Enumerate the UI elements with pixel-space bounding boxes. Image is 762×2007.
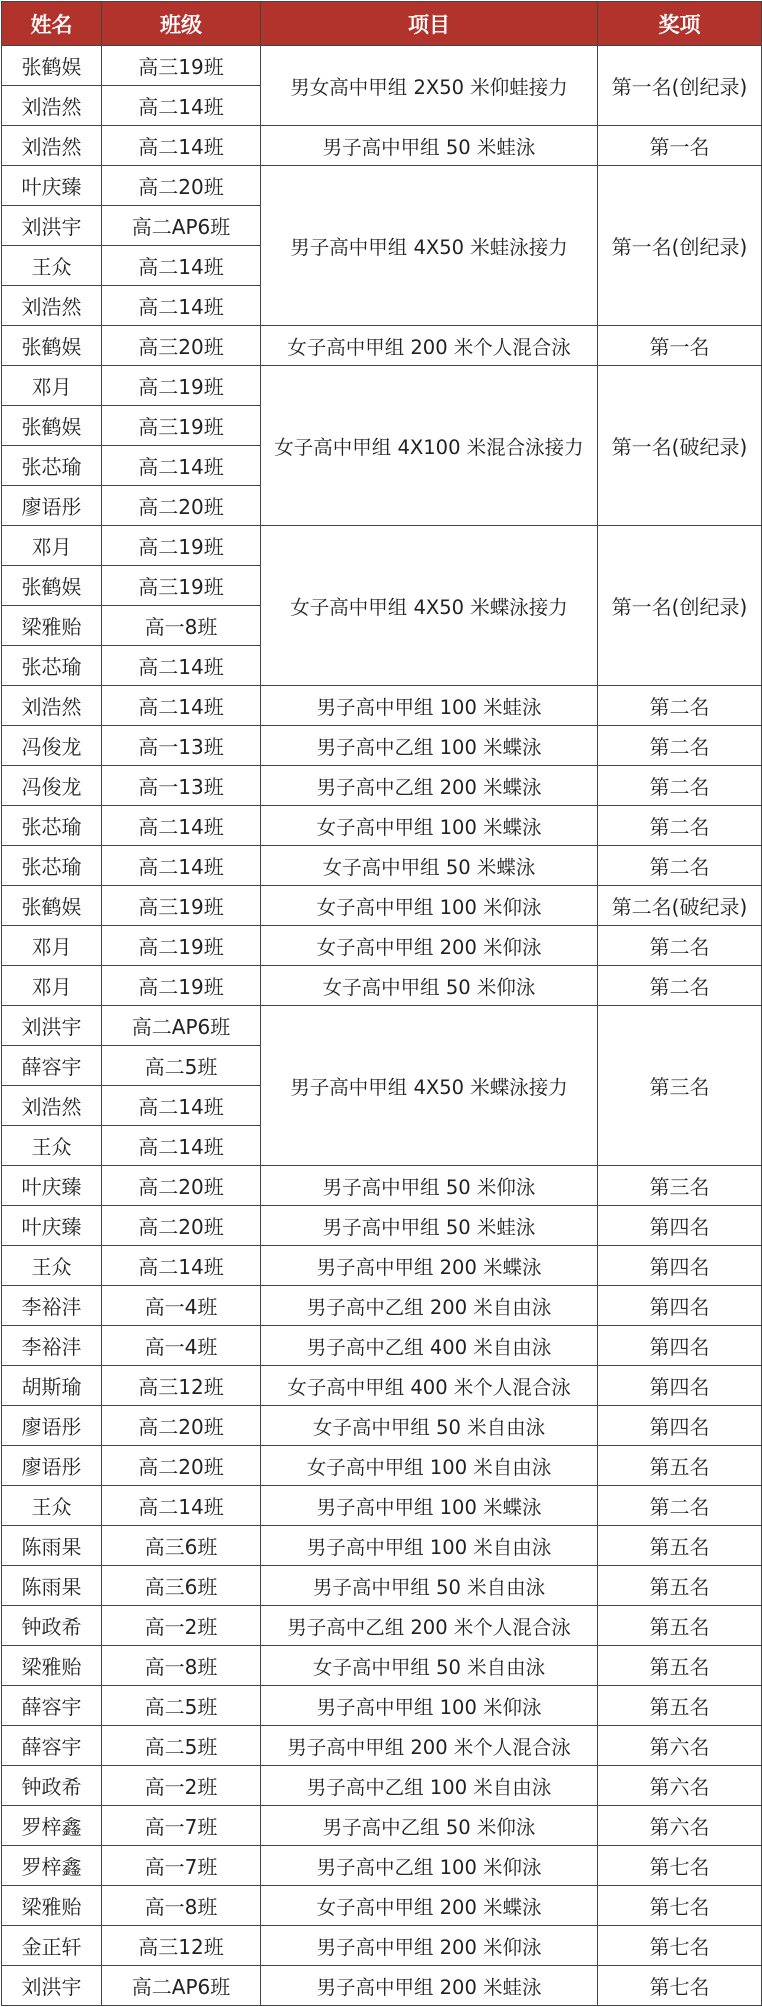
table-row [2, 1966, 762, 2006]
event-cell: 男子高中甲组 200 米蛙泳 [261, 1966, 598, 2006]
event-cell: 男子高中乙组 100 米自由泳 [261, 1766, 598, 1806]
athlete-class: 高三12班 [102, 1926, 261, 1966]
athlete-class: 高二AP6班 [102, 206, 261, 246]
award-cell: 第五名 [598, 1566, 762, 1606]
event-cell: 女子高中甲组 400 米个人混合泳 [261, 1366, 598, 1406]
athlete-name: 张鹤娱 [2, 886, 102, 926]
event-cell: 男子高中乙组 200 米蝶泳 [261, 766, 598, 806]
athlete-name: 薛容宇 [2, 1046, 102, 1086]
athlete-class: 高三6班 [102, 1526, 261, 1566]
event-cell: 女子高中甲组 4X50 米蝶泳接力 [261, 526, 598, 686]
event-cell: 女子高中甲组 50 米自由泳 [261, 1406, 598, 1446]
athlete-name: 王众 [2, 1246, 102, 1286]
athlete-class: 高二19班 [102, 926, 261, 966]
athlete-name: 叶庆臻 [2, 1206, 102, 1246]
award-cell: 第五名 [598, 1646, 762, 1686]
event-cell: 男子高中甲组 50 米蛙泳 [261, 126, 598, 166]
event-cell: 男子高中乙组 200 米自由泳 [261, 1286, 598, 1326]
table-row [2, 1686, 762, 1726]
athlete-class: 高二14班 [102, 846, 261, 886]
athlete-name: 钟政希 [2, 1606, 102, 1646]
athlete-class: 高三19班 [102, 406, 261, 446]
table-row [2, 326, 762, 366]
award-cell: 第五名 [598, 1526, 762, 1566]
athlete-name: 李裕沣 [2, 1326, 102, 1366]
athlete-class: 高一13班 [102, 726, 261, 766]
athlete-name: 金正轩 [2, 1926, 102, 1966]
athlete-name: 王众 [2, 246, 102, 286]
athlete-name: 张芯瑜 [2, 446, 102, 486]
header-award: 奖项 [598, 2, 762, 46]
table-row [2, 686, 762, 726]
event-cell: 男子高中乙组 200 米个人混合泳 [261, 1606, 598, 1646]
athlete-name: 廖语彤 [2, 1406, 102, 1446]
table-row [2, 1606, 762, 1646]
table-row [2, 366, 762, 406]
award-cell: 第七名 [598, 1926, 762, 1966]
athlete-name: 王众 [2, 1126, 102, 1166]
event-cell: 男子高中甲组 100 米蛙泳 [261, 686, 598, 726]
event-cell: 男子高中甲组 4X50 米蛙泳接力 [261, 166, 598, 326]
header-name: 姓名 [2, 2, 102, 46]
athlete-class: 高二14班 [102, 1086, 261, 1126]
athlete-class: 高二20班 [102, 166, 261, 206]
athlete-name: 张鹤娱 [2, 326, 102, 366]
athlete-name: 叶庆臻 [2, 1166, 102, 1206]
event-cell: 男子高中甲组 200 米个人混合泳 [261, 1726, 598, 1766]
award-cell: 第四名 [598, 1406, 762, 1446]
athlete-name: 刘浩然 [2, 686, 102, 726]
results-table [1, 1, 762, 2006]
athlete-name: 张芯瑜 [2, 806, 102, 846]
table-row [2, 966, 762, 1006]
athlete-class: 高一2班 [102, 1766, 261, 1806]
athlete-class: 高一8班 [102, 1646, 261, 1686]
table-row [2, 1366, 762, 1406]
event-cell: 男子高中甲组 200 米仰泳 [261, 1926, 598, 1966]
event-cell: 女子高中甲组 50 米仰泳 [261, 966, 598, 1006]
athlete-class: 高二14班 [102, 286, 261, 326]
award-cell: 第一名(创纪录) [598, 166, 762, 326]
athlete-class: 高一7班 [102, 1846, 261, 1886]
event-cell: 男子高中乙组 100 米仰泳 [261, 1846, 598, 1886]
athlete-name: 张芯瑜 [2, 846, 102, 886]
award-cell: 第二名 [598, 1486, 762, 1526]
athlete-name: 廖语彤 [2, 486, 102, 526]
athlete-name: 刘浩然 [2, 1086, 102, 1126]
athlete-class: 高二14班 [102, 1246, 261, 1286]
header-class: 班级 [102, 2, 261, 46]
award-cell: 第六名 [598, 1726, 762, 1766]
table-row [2, 1806, 762, 1846]
award-cell: 第五名 [598, 1606, 762, 1646]
athlete-name: 刘洪宇 [2, 1006, 102, 1046]
athlete-class: 高二14班 [102, 686, 261, 726]
event-cell: 男子高中乙组 400 米自由泳 [261, 1326, 598, 1366]
award-cell: 第二名 [598, 726, 762, 766]
event-cell: 女子高中甲组 50 米自由泳 [261, 1646, 598, 1686]
award-cell: 第七名 [598, 1886, 762, 1926]
athlete-class: 高一4班 [102, 1326, 261, 1366]
event-cell: 男子高中甲组 50 米蛙泳 [261, 1206, 598, 1246]
event-cell: 女子高中甲组 100 米自由泳 [261, 1446, 598, 1486]
award-cell: 第五名 [598, 1686, 762, 1726]
event-cell: 女子高中甲组 200 米蝶泳 [261, 1886, 598, 1926]
athlete-name: 张鹤娱 [2, 566, 102, 606]
athlete-class: 高一2班 [102, 1606, 261, 1646]
athlete-name: 冯俊龙 [2, 726, 102, 766]
table-row [2, 166, 762, 206]
award-cell: 第二名 [598, 846, 762, 886]
table-row [2, 1286, 762, 1326]
athlete-class: 高二20班 [102, 486, 261, 526]
award-cell: 第四名 [598, 1206, 762, 1246]
athlete-name: 李裕沣 [2, 1286, 102, 1326]
athlete-class: 高三19班 [102, 566, 261, 606]
athlete-class: 高二20班 [102, 1406, 261, 1446]
athlete-class: 高一7班 [102, 1806, 261, 1846]
event-cell: 男子高中甲组 50 米自由泳 [261, 1566, 598, 1606]
table-row [2, 886, 762, 926]
table-row [2, 1206, 762, 1246]
athlete-class: 高二20班 [102, 1206, 261, 1246]
table-row [2, 46, 762, 86]
table-row [2, 846, 762, 886]
athlete-name: 梁雅贻 [2, 606, 102, 646]
table-row [2, 926, 762, 966]
event-cell: 女子高中甲组 100 米蝶泳 [261, 806, 598, 846]
athlete-class: 高三12班 [102, 1366, 261, 1406]
event-cell: 男女高中甲组 2X50 米仰蛙接力 [261, 46, 598, 126]
award-cell: 第三名 [598, 1006, 762, 1166]
table-row [2, 1246, 762, 1286]
award-cell: 第四名 [598, 1246, 762, 1286]
table-row [2, 1886, 762, 1926]
athlete-class: 高一13班 [102, 766, 261, 806]
athlete-class: 高二19班 [102, 966, 261, 1006]
award-cell: 第二名 [598, 966, 762, 1006]
award-cell: 第二名 [598, 926, 762, 966]
athlete-class: 高三19班 [102, 886, 261, 926]
event-cell: 男子高中甲组 100 米蝶泳 [261, 1486, 598, 1526]
award-cell: 第一名(破纪录) [598, 366, 762, 526]
table-row [2, 1766, 762, 1806]
event-cell: 女子高中甲组 4X100 米混合泳接力 [261, 366, 598, 526]
table-row [2, 1926, 762, 1966]
athlete-name: 陈雨果 [2, 1526, 102, 1566]
header-event: 项目 [261, 2, 598, 46]
award-cell: 第四名 [598, 1366, 762, 1406]
athlete-name: 薛容宇 [2, 1726, 102, 1766]
athlete-class: 高二5班 [102, 1726, 261, 1766]
athlete-name: 刘洪宇 [2, 1966, 102, 2006]
athlete-class: 高二20班 [102, 1166, 261, 1206]
table-row [2, 126, 762, 166]
athlete-name: 刘浩然 [2, 286, 102, 326]
table-row [2, 1846, 762, 1886]
table-row [2, 766, 762, 806]
athlete-name: 张鹤娱 [2, 46, 102, 86]
athlete-class: 高一8班 [102, 1886, 261, 1926]
athlete-class: 高一8班 [102, 606, 261, 646]
athlete-class: 高二14班 [102, 806, 261, 846]
athlete-class: 高三19班 [102, 46, 261, 86]
athlete-name: 梁雅贻 [2, 1886, 102, 1926]
table-row [2, 1646, 762, 1686]
athlete-name: 邓月 [2, 966, 102, 1006]
athlete-class: 高二AP6班 [102, 1006, 261, 1046]
athlete-class: 高二14班 [102, 446, 261, 486]
athlete-name: 梁雅贻 [2, 1646, 102, 1686]
award-cell: 第一名 [598, 326, 762, 366]
award-cell: 第一名(创纪录) [598, 46, 762, 126]
table-row [2, 1326, 762, 1366]
athlete-class: 高二14班 [102, 126, 261, 166]
table-row [2, 1406, 762, 1446]
table-row [2, 1166, 762, 1206]
event-cell: 男子高中乙组 50 米仰泳 [261, 1806, 598, 1846]
athlete-name: 冯俊龙 [2, 766, 102, 806]
athlete-name: 刘洪宇 [2, 206, 102, 246]
table-row [2, 1006, 762, 1046]
table-row [2, 526, 762, 566]
athlete-class: 高二14班 [102, 86, 261, 126]
table-row [2, 1446, 762, 1486]
event-cell: 女子高中甲组 200 米个人混合泳 [261, 326, 598, 366]
athlete-class: 高二5班 [102, 1046, 261, 1086]
award-cell: 第三名 [598, 1166, 762, 1206]
athlete-name: 叶庆臻 [2, 166, 102, 206]
athlete-name: 邓月 [2, 526, 102, 566]
header-row [2, 2, 762, 46]
table-row [2, 1526, 762, 1566]
athlete-name: 罗梓鑫 [2, 1806, 102, 1846]
award-cell: 第七名 [598, 1846, 762, 1886]
award-cell: 第一名 [598, 126, 762, 166]
award-cell: 第五名 [598, 1446, 762, 1486]
athlete-class: 高二14班 [102, 246, 261, 286]
athlete-class: 高二5班 [102, 1686, 261, 1726]
athlete-class: 高二14班 [102, 1486, 261, 1526]
athlete-name: 胡斯瑜 [2, 1366, 102, 1406]
athlete-class: 高二19班 [102, 366, 261, 406]
table-row [2, 726, 762, 766]
athlete-name: 罗梓鑫 [2, 1846, 102, 1886]
event-cell: 男子高中乙组 100 米蝶泳 [261, 726, 598, 766]
table-row [2, 1566, 762, 1606]
athlete-class: 高三20班 [102, 326, 261, 366]
athlete-class: 高二14班 [102, 646, 261, 686]
event-cell: 男子高中甲组 50 米仰泳 [261, 1166, 598, 1206]
event-cell: 男子高中甲组 4X50 米蝶泳接力 [261, 1006, 598, 1166]
event-cell: 男子高中甲组 200 米蝶泳 [261, 1246, 598, 1286]
table-row [2, 1726, 762, 1766]
athlete-class: 高二AP6班 [102, 1966, 261, 2006]
results-body [2, 46, 762, 2006]
athlete-name: 张鹤娱 [2, 406, 102, 446]
table-row [2, 806, 762, 846]
athlete-name: 陈雨果 [2, 1566, 102, 1606]
athlete-name: 王众 [2, 1486, 102, 1526]
event-cell: 男子高中甲组 100 米自由泳 [261, 1526, 598, 1566]
award-cell: 第二名 [598, 766, 762, 806]
athlete-name: 刘浩然 [2, 126, 102, 166]
award-cell: 第一名(创纪录) [598, 526, 762, 686]
athlete-class: 高二14班 [102, 1126, 261, 1166]
athlete-name: 钟政希 [2, 1766, 102, 1806]
athlete-name: 邓月 [2, 366, 102, 406]
event-cell: 女子高中甲组 50 米蝶泳 [261, 846, 598, 886]
event-cell: 女子高中甲组 100 米仰泳 [261, 886, 598, 926]
athlete-name: 薛容宇 [2, 1686, 102, 1726]
athlete-class: 高二19班 [102, 526, 261, 566]
award-cell: 第四名 [598, 1326, 762, 1366]
award-cell: 第七名 [598, 1966, 762, 2006]
event-cell: 男子高中甲组 100 米仰泳 [261, 1686, 598, 1726]
table-row [2, 1486, 762, 1526]
award-cell: 第二名 [598, 806, 762, 846]
athlete-name: 张芯瑜 [2, 646, 102, 686]
athlete-name: 邓月 [2, 926, 102, 966]
award-cell: 第二名 [598, 686, 762, 726]
athlete-name: 刘浩然 [2, 86, 102, 126]
athlete-class: 高二20班 [102, 1446, 261, 1486]
event-cell: 女子高中甲组 200 米仰泳 [261, 926, 598, 966]
athlete-class: 高三6班 [102, 1566, 261, 1606]
athlete-name: 廖语彤 [2, 1446, 102, 1486]
award-cell: 第四名 [598, 1286, 762, 1326]
award-cell: 第六名 [598, 1806, 762, 1846]
athlete-class: 高一4班 [102, 1286, 261, 1326]
award-cell: 第二名(破纪录) [598, 886, 762, 926]
award-cell: 第六名 [598, 1766, 762, 1806]
